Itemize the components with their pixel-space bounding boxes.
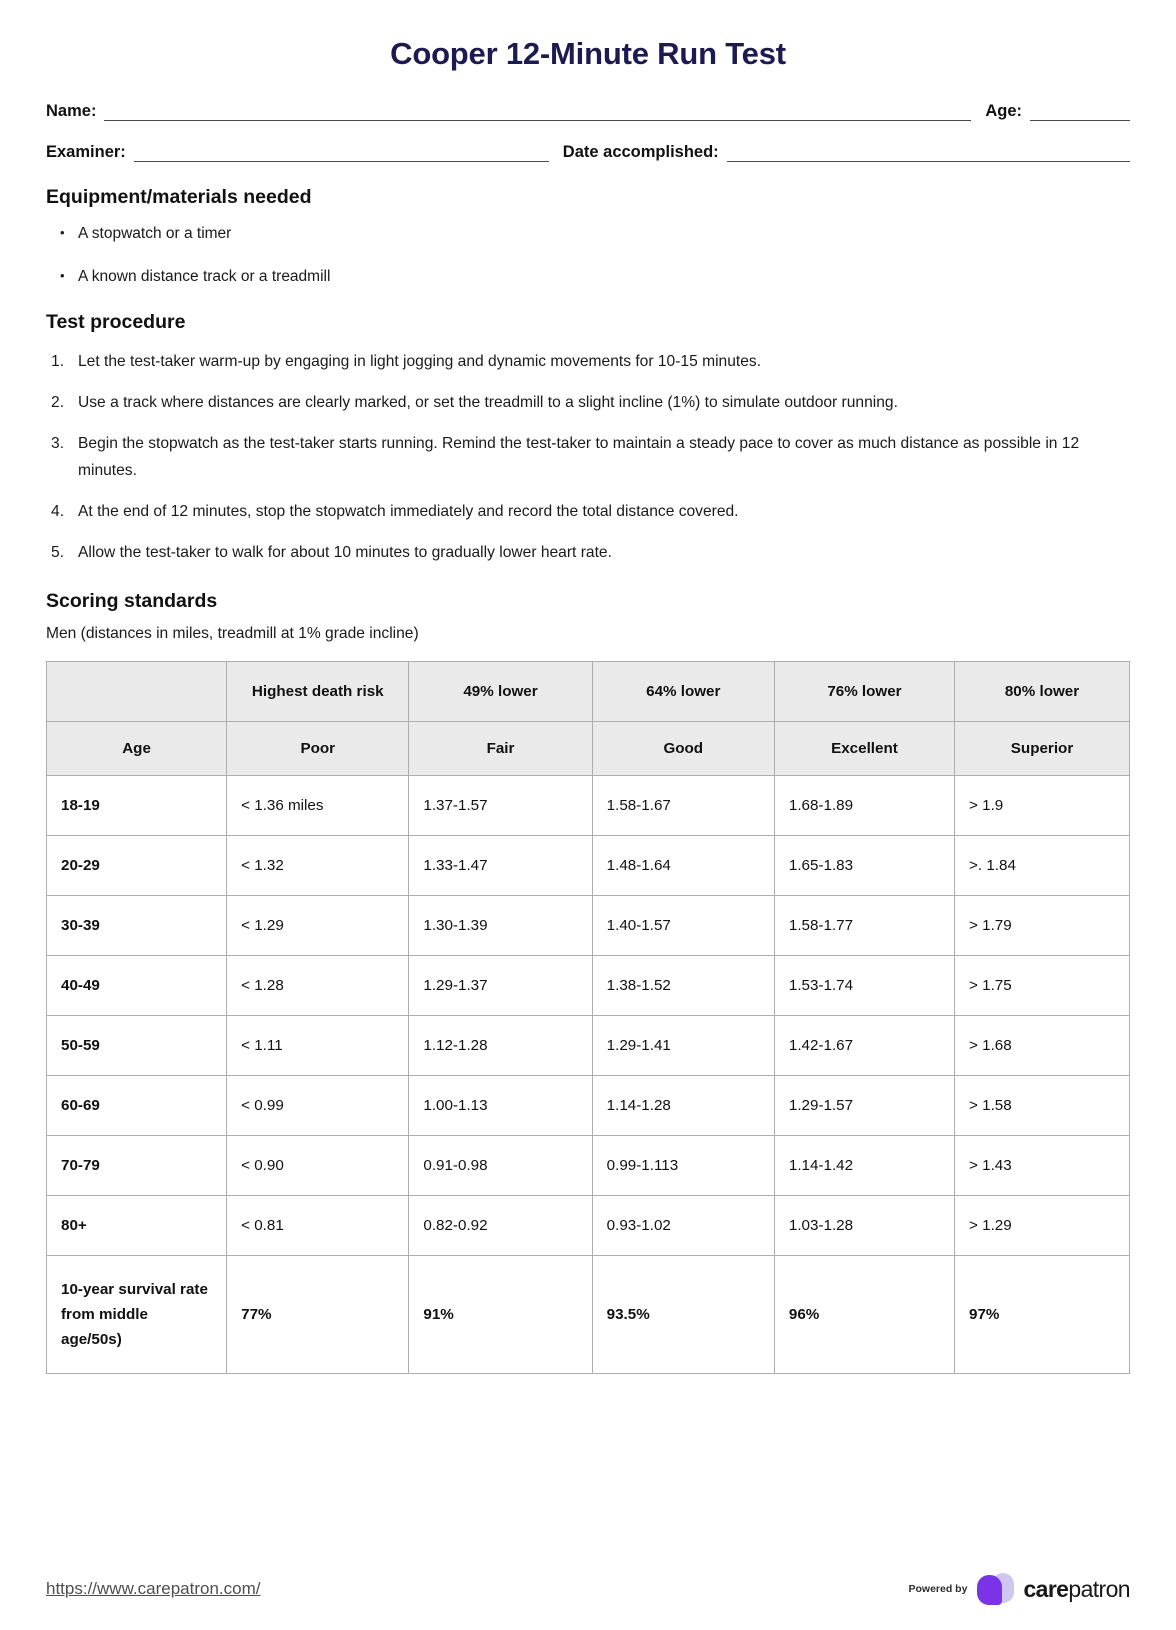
header-cell: Excellent	[774, 722, 954, 776]
age-label: Age:	[985, 102, 1022, 120]
examiner-input[interactable]	[134, 141, 549, 162]
cell-superior: > 1.79	[955, 896, 1130, 956]
cell-good: 1.40-1.57	[592, 896, 774, 956]
table-body	[47, 776, 1130, 1374]
cell-excellent: 1.65-1.83	[774, 836, 954, 896]
cell-fair: 1.00-1.13	[409, 1076, 592, 1136]
list-item: Let the test-taker warm-up by engaging in light jogging and dynamic movements for 10-15 minutes.	[78, 353, 762, 370]
header-cell: Poor	[227, 722, 409, 776]
carepatron-wordmark	[1023, 1576, 1130, 1603]
cell-good: 1.38-1.52	[592, 956, 774, 1016]
cell-poor: < 1.28	[227, 956, 409, 1016]
cell-superior: > 1.58	[955, 1076, 1130, 1136]
equipment-list	[46, 223, 1130, 287]
cell-good: 1.48-1.64	[592, 836, 774, 896]
cell-fair: 1.29-1.37	[409, 956, 592, 1016]
cell-survival-fair: 91%	[409, 1256, 592, 1374]
cell-superior: > 1.75	[955, 956, 1130, 1016]
cell-survival-good: 93.5%	[592, 1256, 774, 1374]
page-footer	[46, 1572, 1130, 1606]
table-header	[47, 662, 1130, 776]
carepatron-logo-icon	[976, 1572, 1014, 1606]
cell-excellent: 1.03-1.28	[774, 1196, 954, 1256]
cell-survival-label: 10-year survival rate from middle age/50s)	[47, 1256, 227, 1374]
procedure-list	[46, 348, 1130, 566]
cell-age: 50-59	[47, 1016, 227, 1076]
header-cell: 64% lower	[592, 662, 774, 722]
examiner-label: Examiner:	[46, 143, 126, 161]
table-row	[47, 1016, 1130, 1076]
list-item: • A stopwatch or a timer	[46, 223, 1130, 244]
header-cell: Good	[592, 722, 774, 776]
table-header-row-rating	[47, 722, 1130, 776]
list-item: Begin the stopwatch as the test-taker starts running. Remind the test-taker to maintain a steady pace to cover as much distance as possible in 12 minutes.	[78, 435, 1080, 479]
equipment-heading: Equipment/materials needed	[46, 186, 312, 208]
name-label: Name:	[46, 102, 97, 120]
cell-excellent: 1.14-1.42	[774, 1136, 954, 1196]
header-cell: Fair	[409, 722, 592, 776]
cell-fair: 0.82-0.92	[409, 1196, 592, 1256]
date-accomplished-label: Date accomplished:	[562, 143, 719, 161]
brand-bold: care	[1023, 1575, 1069, 1602]
cell-age: 70-79	[47, 1136, 227, 1196]
cell-excellent: 1.68-1.89	[774, 776, 954, 836]
page-title: Cooper 12-Minute Run Test	[390, 36, 786, 71]
header-cell: Age	[47, 722, 227, 776]
table-row	[47, 1196, 1130, 1256]
table-row	[47, 776, 1130, 836]
scoring-standards-table	[46, 661, 1130, 1374]
list-item: Use a track where distances are clearly marked, or set the treadmill to a slight incline (1%) to simulate outdoor running.	[78, 394, 898, 411]
examiner-date-row	[46, 141, 1130, 162]
cell-good: 1.58-1.67	[592, 776, 774, 836]
list-item: • A known distance track or a treadmill	[46, 266, 1130, 287]
table-row	[47, 1136, 1130, 1196]
carepatron-branding	[909, 1572, 1131, 1606]
cell-survival-poor: 77%	[227, 1256, 409, 1374]
cell-superior: > 1.68	[955, 1016, 1130, 1076]
cell-survival-superior: 97%	[955, 1256, 1130, 1374]
table-row-survival-rate	[47, 1256, 1130, 1374]
powered-by-label: Powered by	[908, 1583, 968, 1595]
header-cell	[47, 662, 227, 722]
cell-fair: 1.33-1.47	[409, 836, 592, 896]
procedure-heading: Test procedure	[46, 311, 186, 333]
cell-superior: >. 1.84	[955, 836, 1130, 896]
name-age-row	[46, 100, 1130, 121]
cell-poor: < 1.29	[227, 896, 409, 956]
age-input[interactable]	[1030, 100, 1130, 121]
cell-poor: < 0.90	[227, 1136, 409, 1196]
brand-light: patron	[1068, 1575, 1130, 1602]
cell-poor: < 0.99	[227, 1076, 409, 1136]
cell-excellent: 1.42-1.67	[774, 1016, 954, 1076]
cell-good: 0.93-1.02	[592, 1196, 774, 1256]
cell-fair: 1.30-1.39	[409, 896, 592, 956]
cell-good: 0.99-1.113	[592, 1136, 774, 1196]
cell-excellent: 1.29-1.57	[774, 1076, 954, 1136]
header-cell: Highest death risk	[227, 662, 409, 722]
header-cell: Superior	[955, 722, 1130, 776]
cell-survival-excellent: 96%	[774, 1256, 954, 1374]
cell-age: 80+	[47, 1196, 227, 1256]
table-header-row-risk	[47, 662, 1130, 722]
table-row	[47, 836, 1130, 896]
cell-age: 30-39	[47, 896, 227, 956]
date-accomplished-input[interactable]	[727, 141, 1130, 162]
cell-good: 1.29-1.41	[592, 1016, 774, 1076]
cell-poor: < 1.11	[227, 1016, 409, 1076]
cell-age: 40-49	[47, 956, 227, 1016]
list-item: Allow the test-taker to walk for about 10 minutes to gradually lower heart rate.	[78, 544, 612, 561]
cell-age: 20-29	[47, 836, 227, 896]
carepatron-url-link[interactable]: https://www.carepatron.com/	[46, 1579, 261, 1598]
cell-poor: < 1.32	[227, 836, 409, 896]
cell-superior: > 1.9	[955, 776, 1130, 836]
name-input[interactable]	[104, 100, 971, 121]
cell-superior: > 1.43	[955, 1136, 1130, 1196]
cell-fair: 1.37-1.57	[409, 776, 592, 836]
header-cell: 76% lower	[774, 662, 954, 722]
cell-age: 60-69	[47, 1076, 227, 1136]
scoring-subtitle: Men (distances in miles, treadmill at 1% grade incline)	[46, 625, 419, 642]
cell-superior: > 1.29	[955, 1196, 1130, 1256]
cell-good: 1.14-1.28	[592, 1076, 774, 1136]
cell-excellent: 1.53-1.74	[774, 956, 954, 1016]
cell-excellent: 1.58-1.77	[774, 896, 954, 956]
table-row	[47, 1076, 1130, 1136]
scoring-heading: Scoring standards	[46, 590, 218, 612]
cell-poor: < 1.36 miles	[227, 776, 409, 836]
header-cell: 49% lower	[409, 662, 592, 722]
table-row	[47, 896, 1130, 956]
table-row	[47, 956, 1130, 1016]
cell-poor: < 0.81	[227, 1196, 409, 1256]
list-item: At the end of 12 minutes, stop the stopwatch immediately and record the total distance covered.	[78, 503, 739, 520]
cell-fair: 0.91-0.98	[409, 1136, 592, 1196]
cell-age: 18-19	[47, 776, 227, 836]
cell-fair: 1.12-1.28	[409, 1016, 592, 1076]
header-cell: 80% lower	[955, 662, 1130, 722]
